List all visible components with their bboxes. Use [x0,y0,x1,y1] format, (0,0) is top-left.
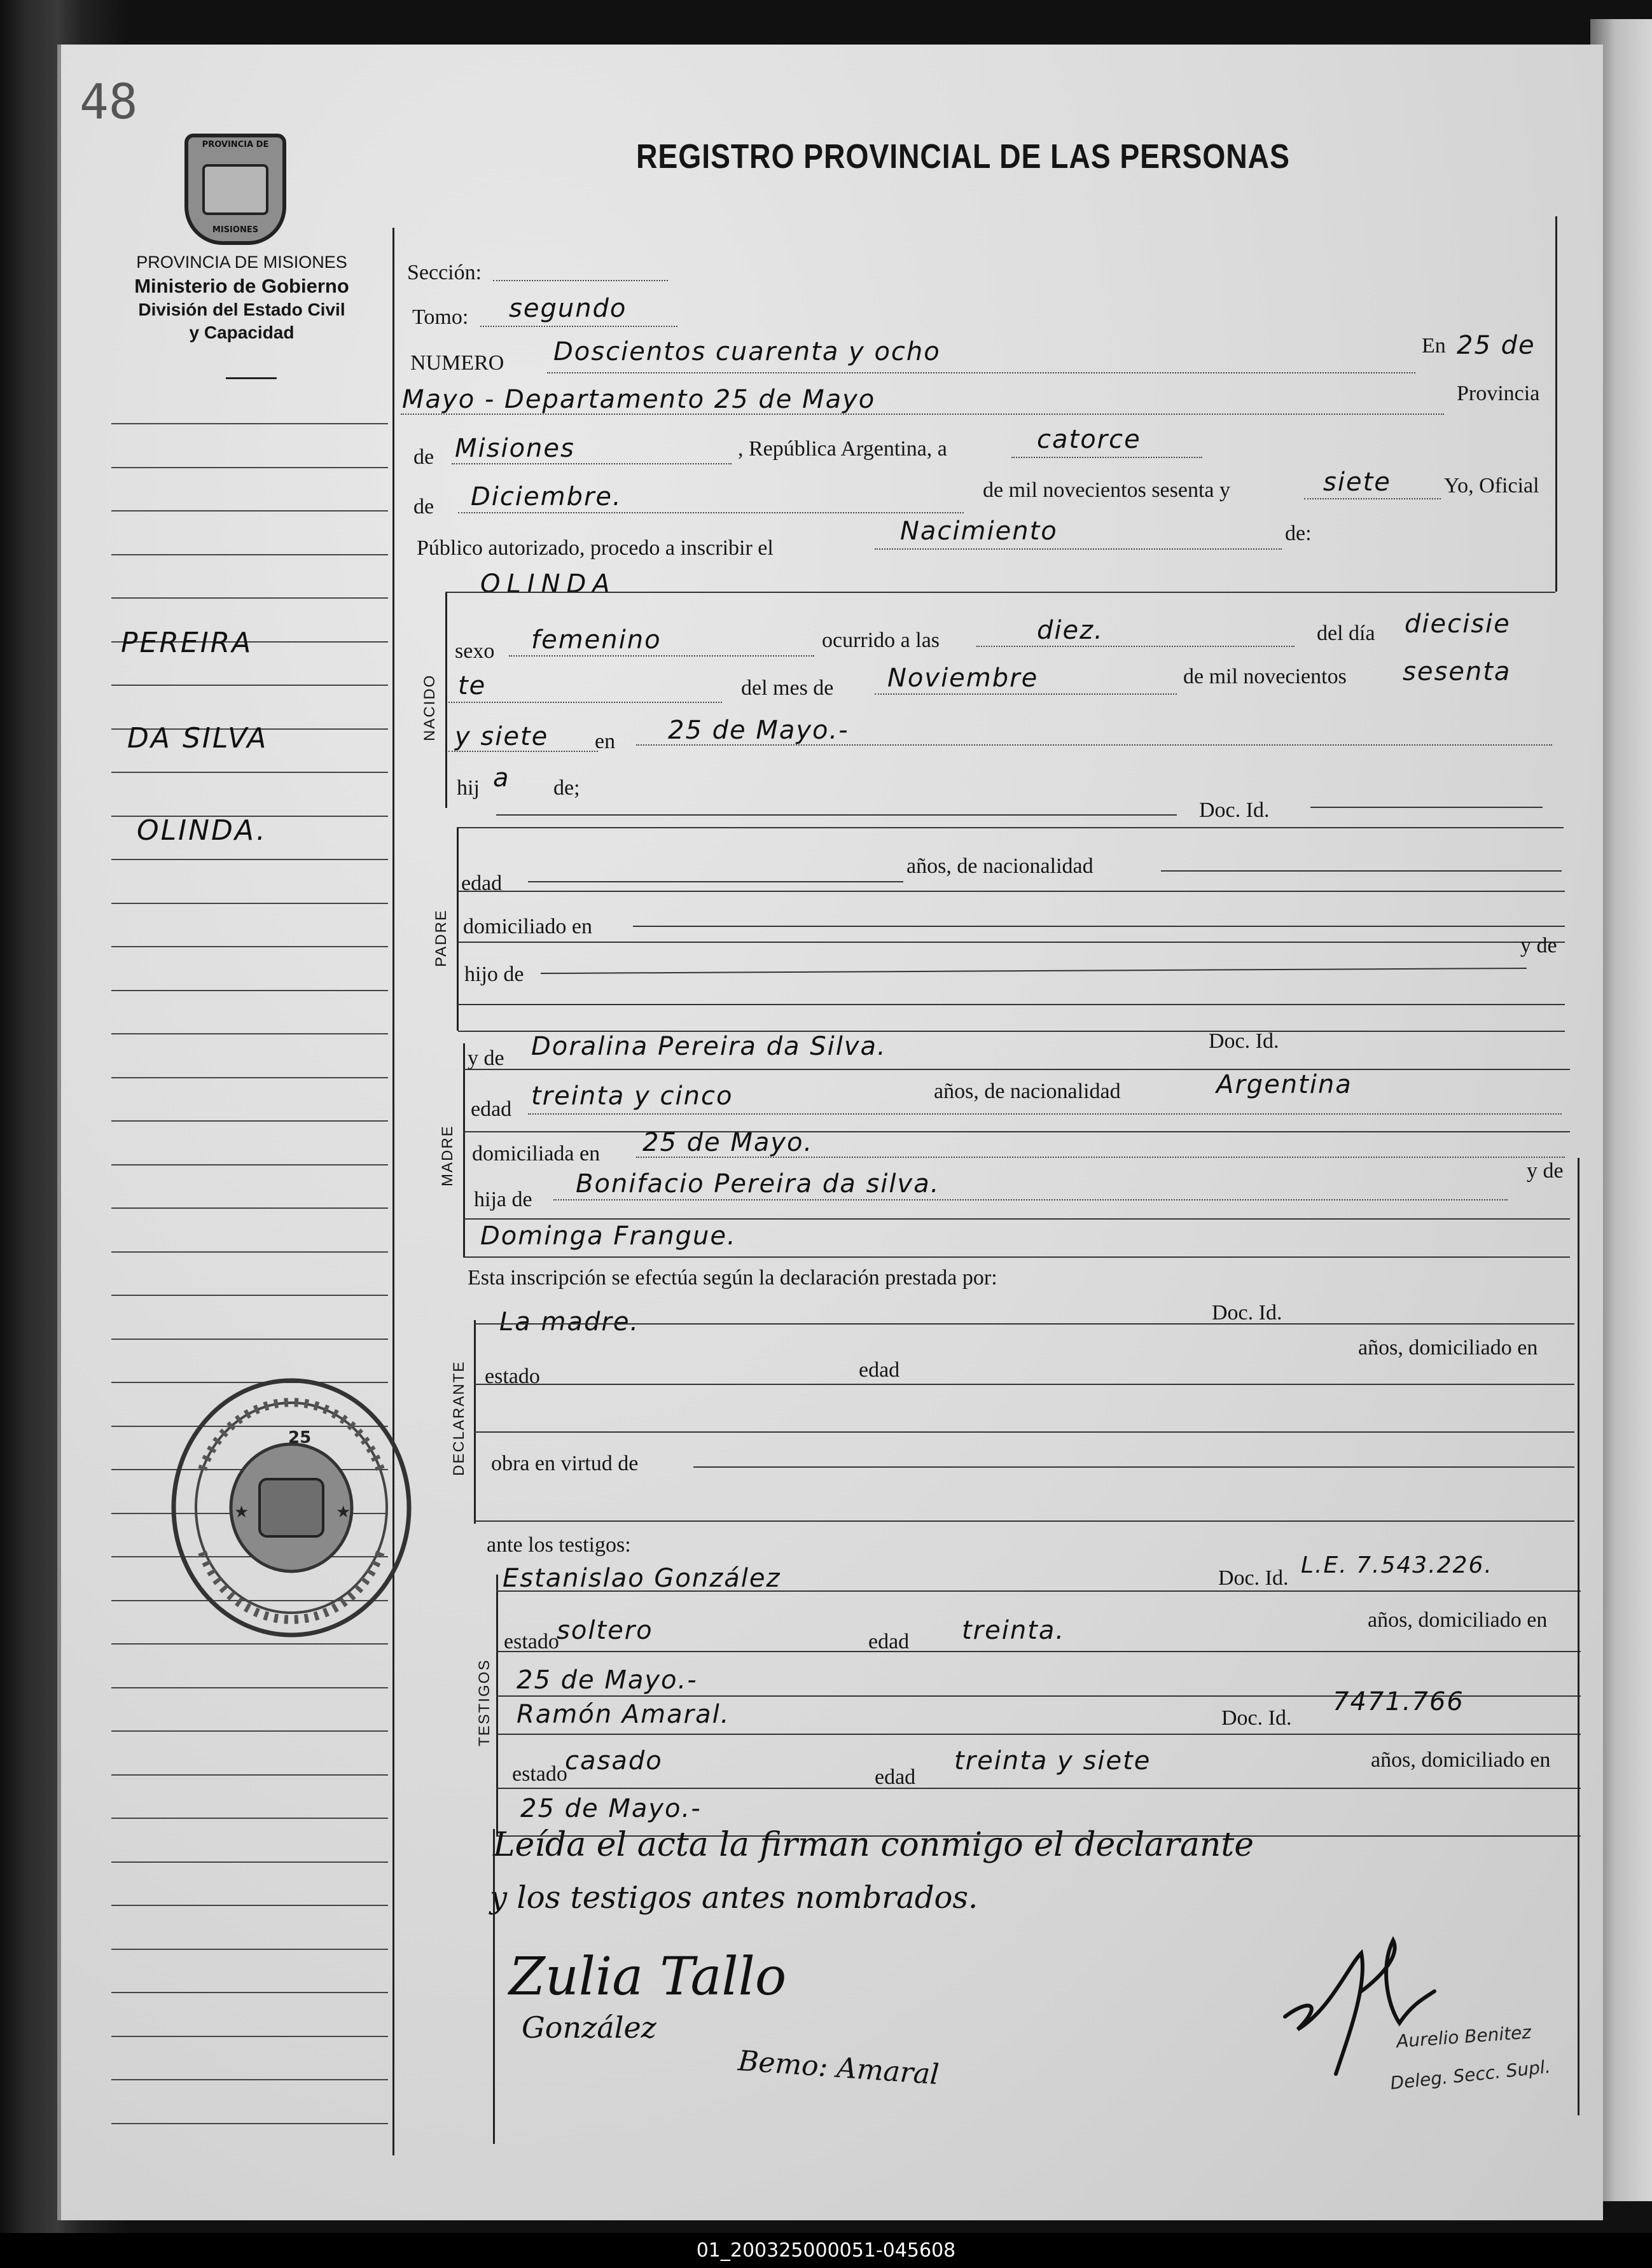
madre-sep-line-2 [463,1218,1570,1220]
padre-hijo-label: hijo de [464,963,524,986]
padre-domiciliado-label: domiciliado en [463,915,593,938]
dia-line [1011,457,1202,458]
sexo-label: sexo [455,639,495,663]
oficial-nombre: Aurelio Benitez [1396,2021,1532,2052]
seccion-line [493,280,668,281]
testigo2-domicilio: 25 de Mayo.- [520,1794,702,1823]
testigos-side-label: TESTIGOS [476,1659,493,1746]
declarante-doc-label: Doc. Id. [1212,1301,1282,1325]
header-capacity: y Capacidad [189,323,295,343]
margin-rule [111,1164,388,1165]
numero-line [547,372,1415,373]
testigo1-top-line [496,1590,1581,1592]
padre-y-de-label: y de [1520,934,1557,957]
margin-rule [111,1730,388,1732]
page-title: REGISTRO PROVINCIAL DE LAS PERSONAS [636,137,1290,176]
declarante-obra-line [693,1466,1574,1468]
en-nacido-label: en [595,730,616,753]
numero-label: NUMERO [410,351,504,375]
declarante-sep-1 [474,1384,1574,1385]
en-value: 25 de [1457,331,1536,360]
madre-side-label: MADRE [439,1125,456,1186]
hij-label: hij [457,776,480,800]
padre-nac-line [1161,870,1562,872]
header-division: División del Estado Civil [138,300,345,320]
madre-y-de2-label: y de [1527,1159,1564,1183]
hora-value: diez. [1037,616,1104,645]
margin-rule [111,467,388,468]
declarante-obra-label: obra en virtud de [491,1452,639,1475]
mes-value: Diciembre. [471,482,622,511]
padre-domicilio-line [633,926,1565,927]
de2-label: de [413,495,434,518]
testigo1-edad-label: edad [868,1630,910,1653]
declarante-sep-2 [474,1431,1574,1433]
madre-sep-line-1 [463,1131,1570,1132]
firma-1: Zulia Tallo [509,1947,787,2007]
margin-rule [111,597,388,599]
sexo-line [509,655,814,657]
margin-rule [111,772,388,773]
ocurrido-label: ocurrido a las [822,629,940,652]
declarante-side-label: DECLARANTE [450,1360,468,1476]
tomo-label: Tomo: [412,305,469,329]
seccion-label: Sección: [407,261,482,284]
testigo1-doc-value: L.E. 7.543.226. [1301,1552,1493,1578]
testigo2-doc-value: 7471.766 [1333,1687,1464,1716]
dia-value: catorce [1037,425,1141,454]
testigo2-edad-label: edad [875,1765,916,1789]
tomo-value: segundo [509,294,627,323]
testigo2-sep-line [496,1788,1581,1789]
nota-line-2: y los testigos antes nombrados. [490,1880,978,1916]
madre-y-de-label: y de [468,1047,504,1070]
svg-text:25: 25 [288,1428,312,1447]
madre-madre-value: Dominga Frangue. [480,1221,737,1251]
madre-bracket [463,1043,465,1256]
testigo1-edad-value: treinta. [962,1616,1065,1645]
form-right-border-top [1555,216,1557,592]
madre-nombre-value: Doralina Pereira da Silva. [531,1032,887,1061]
declarante-anios-label: años, domiciliado en [1358,1336,1538,1360]
padre-sep-line-2 [458,942,1565,943]
republica-label: , República Argentina, a [738,437,947,461]
emblem-bottom-text: MISIONES [212,225,259,235]
acto-line [875,548,1282,550]
anio-nacido-line [448,751,598,752]
hij-value: a [493,763,510,793]
declarante-edad-label: edad [859,1358,900,1382]
madre-domicilio-line [636,1157,1565,1158]
lugar-nacido-line [636,744,1552,746]
margin-rule [111,2123,388,2124]
madre-edad-value: treinta y cinco [531,1082,733,1111]
margin-rule [111,1295,388,1296]
madre-domicilio-value: 25 de Mayo. [642,1128,814,1157]
declarante-nombre-value: La madre. [499,1307,640,1337]
en-label: En [1422,334,1446,358]
padre-doc-label: Doc. Id. [1199,798,1270,822]
margin-rule [111,1251,388,1253]
testigo2-doc-label: Doc. Id. [1221,1706,1292,1730]
margin-rule [111,1818,388,1819]
emblem-top-text: PROVINCIA DE [202,140,269,150]
hij-de-label: de; [553,776,580,800]
header-province: PROVINCIA DE MISIONES [136,253,347,272]
margin-rule [111,990,388,991]
mes-nacido-value: Noviembre [887,664,1039,693]
margin-rule [111,1643,388,1645]
testigo2-top-line [496,1734,1581,1735]
place-value: Mayo - Departamento 25 de Mayo [402,385,876,414]
madre-doc-label: Doc. Id. [1209,1029,1279,1053]
provincia-line [452,463,732,464]
margin-surname-2: DA SILVA [127,722,268,755]
scan-footer-id: 01_200325000051-045608 [0,2233,1652,2268]
madre-anios-label: años, de nacionalidad [934,1080,1121,1103]
padre-bottom-line [458,1004,1565,1005]
madre-padre-value: Bonifacio Pereira da silva. [576,1169,940,1199]
madre-end-line [463,1256,1570,1258]
mil-label: de mil novecientos sesenta y [983,478,1231,502]
testigo1-anios-label: años, domiciliado en [1368,1608,1548,1632]
padre-anios-label: años, de nacionalidad [906,854,1093,878]
oficial-signature-icon [1272,1928,1438,2080]
de-label: de [413,445,434,469]
del-dia-label: del día [1317,622,1375,645]
mes-nacido-line [875,693,1177,695]
madre-edad-line [528,1113,1562,1115]
numero-value: Doscientos cuarenta y ocho [553,337,941,366]
official-round-stamp-icon [164,1374,419,1641]
padre-edad-line [528,881,903,882]
nacido-bracket [445,592,447,808]
testigo2-nombre: Ramón Amaral. [517,1700,730,1729]
firma-3: Bemo: Amaral [737,2045,940,2091]
publico-label: Público autorizado, procedo a inscribir el [417,536,774,560]
provincia-value: Misiones [455,434,575,463]
margin-rule [111,903,388,904]
anio-nacido-value-2: y siete [455,722,549,751]
testigo1-sep-line [496,1651,1581,1652]
dia-nacido-value: diecisie [1405,609,1511,639]
margin-rule [111,1077,388,1078]
nota-line-1: Leída el acta la firman conmigo el declarante [493,1826,1254,1864]
margin-rule [111,1120,388,1122]
margin-rule [111,685,388,686]
testigos-bracket [496,1575,498,1835]
inscripcion-label: Esta inscripción se efectúa según la declaración prestada por: [468,1266,997,1290]
svg-text:★: ★ [234,1503,249,1522]
margin-rule [111,510,388,511]
margin-rule [111,1861,388,1863]
margin-surname-1: PEREIRA [121,627,253,659]
testigo1-estado-label: estado [504,1630,559,1653]
madre-edad-label: edad [471,1097,512,1121]
place-line [401,414,1444,415]
testigo2-anios-label: años, domiciliado en [1371,1748,1551,1772]
madre-top-line [463,1069,1570,1070]
svg-text:★: ★ [336,1503,351,1522]
padre-doc-line [1310,807,1543,808]
testigo1-doc-label: Doc. Id. [1218,1566,1289,1590]
nacido-nombre-line [445,592,1555,593]
margin-rule [111,2079,388,2080]
padre-name-line [496,814,1177,816]
padre-edad-label: edad [461,872,503,895]
margin-rule [111,2036,388,2037]
tomo-line [480,326,677,327]
anio-value: siete [1323,468,1391,497]
padre-side-label: PADRE [433,909,450,967]
padre-bracket [457,827,459,1031]
header-rule [226,377,277,379]
de3-label: de: [1285,522,1312,545]
madre-domiciliada-label: domiciliada en [472,1142,600,1165]
margin-given-name: OLINDA. [137,814,267,847]
margin-rule [111,1949,388,1950]
mes-nacido-label: del mes de [741,676,834,700]
margin-rule [111,423,388,424]
padre-top-line [457,827,1564,828]
nacido-nombre: OLINDA [480,569,616,599]
testigo2-estado-label: estado [512,1762,567,1786]
declarante-top-line [474,1323,1574,1325]
madre-hija-label: hija de [474,1188,532,1211]
margin-rule [111,1992,388,1993]
acto-value: Nacimiento [900,517,1058,546]
margin-rule [111,1687,388,1688]
nacido-side-label: NACIDO [421,674,438,741]
yo-oficial-label: Yo, Oficial [1444,474,1539,497]
folio-number: 48 [80,73,138,130]
margin-divider [392,228,394,2155]
margin-rule [111,1207,388,1209]
office-header [95,251,388,344]
anio-nacido-value: sesenta [1403,657,1511,686]
mil-nacido-label: de mil novecientos [1183,665,1347,688]
margin-rule [111,1905,388,1906]
dia-nacido-value-2: te [458,671,487,700]
provincia-label: Provincia [1457,382,1540,405]
testigo2-edad-value: treinta y siete [954,1746,1151,1776]
declarante-estado-label: estado [485,1365,540,1388]
province-emblem-icon [184,134,286,245]
padre-sep-line-1 [458,891,1565,892]
declarante-bracket [474,1320,476,1524]
testigo1-nombre: Estanislao González [503,1564,781,1593]
lugar-nacido-value: 25 de Mayo.- [668,716,849,745]
sexo-value: femenino [531,625,662,655]
anio-line [1304,498,1441,499]
margin-rule [111,1774,388,1776]
mes-line [458,512,964,513]
madre-padre-line [553,1199,1508,1200]
margin-rule [111,554,388,555]
margin-rule [111,1033,388,1034]
oficial-cargo: Deleg. Secc. Supl. [1389,2056,1551,2094]
testigo2-estado-value: casado [565,1746,663,1776]
madre-nacionalidad-value: Argentina [1216,1070,1352,1099]
margin-rule [111,946,388,947]
margin-rule [111,859,388,860]
dia-nacido-line [448,702,722,703]
testigo1-domicilio: 25 de Mayo.- [517,1666,698,1695]
emblem-shield [202,164,268,215]
signature-bracket [493,1829,495,2144]
form-right-border-bottom [1578,1158,1579,2115]
testigo1-estado-value: soltero [557,1616,653,1645]
testigos-label: ante los testigos: [487,1533,631,1557]
header-ministry: Ministerio de Gobierno [134,274,349,297]
declarante-end-line [474,1520,1574,1522]
hora-line [976,646,1295,647]
margin-rule [111,1339,388,1340]
firma-2: González [522,2010,656,2045]
